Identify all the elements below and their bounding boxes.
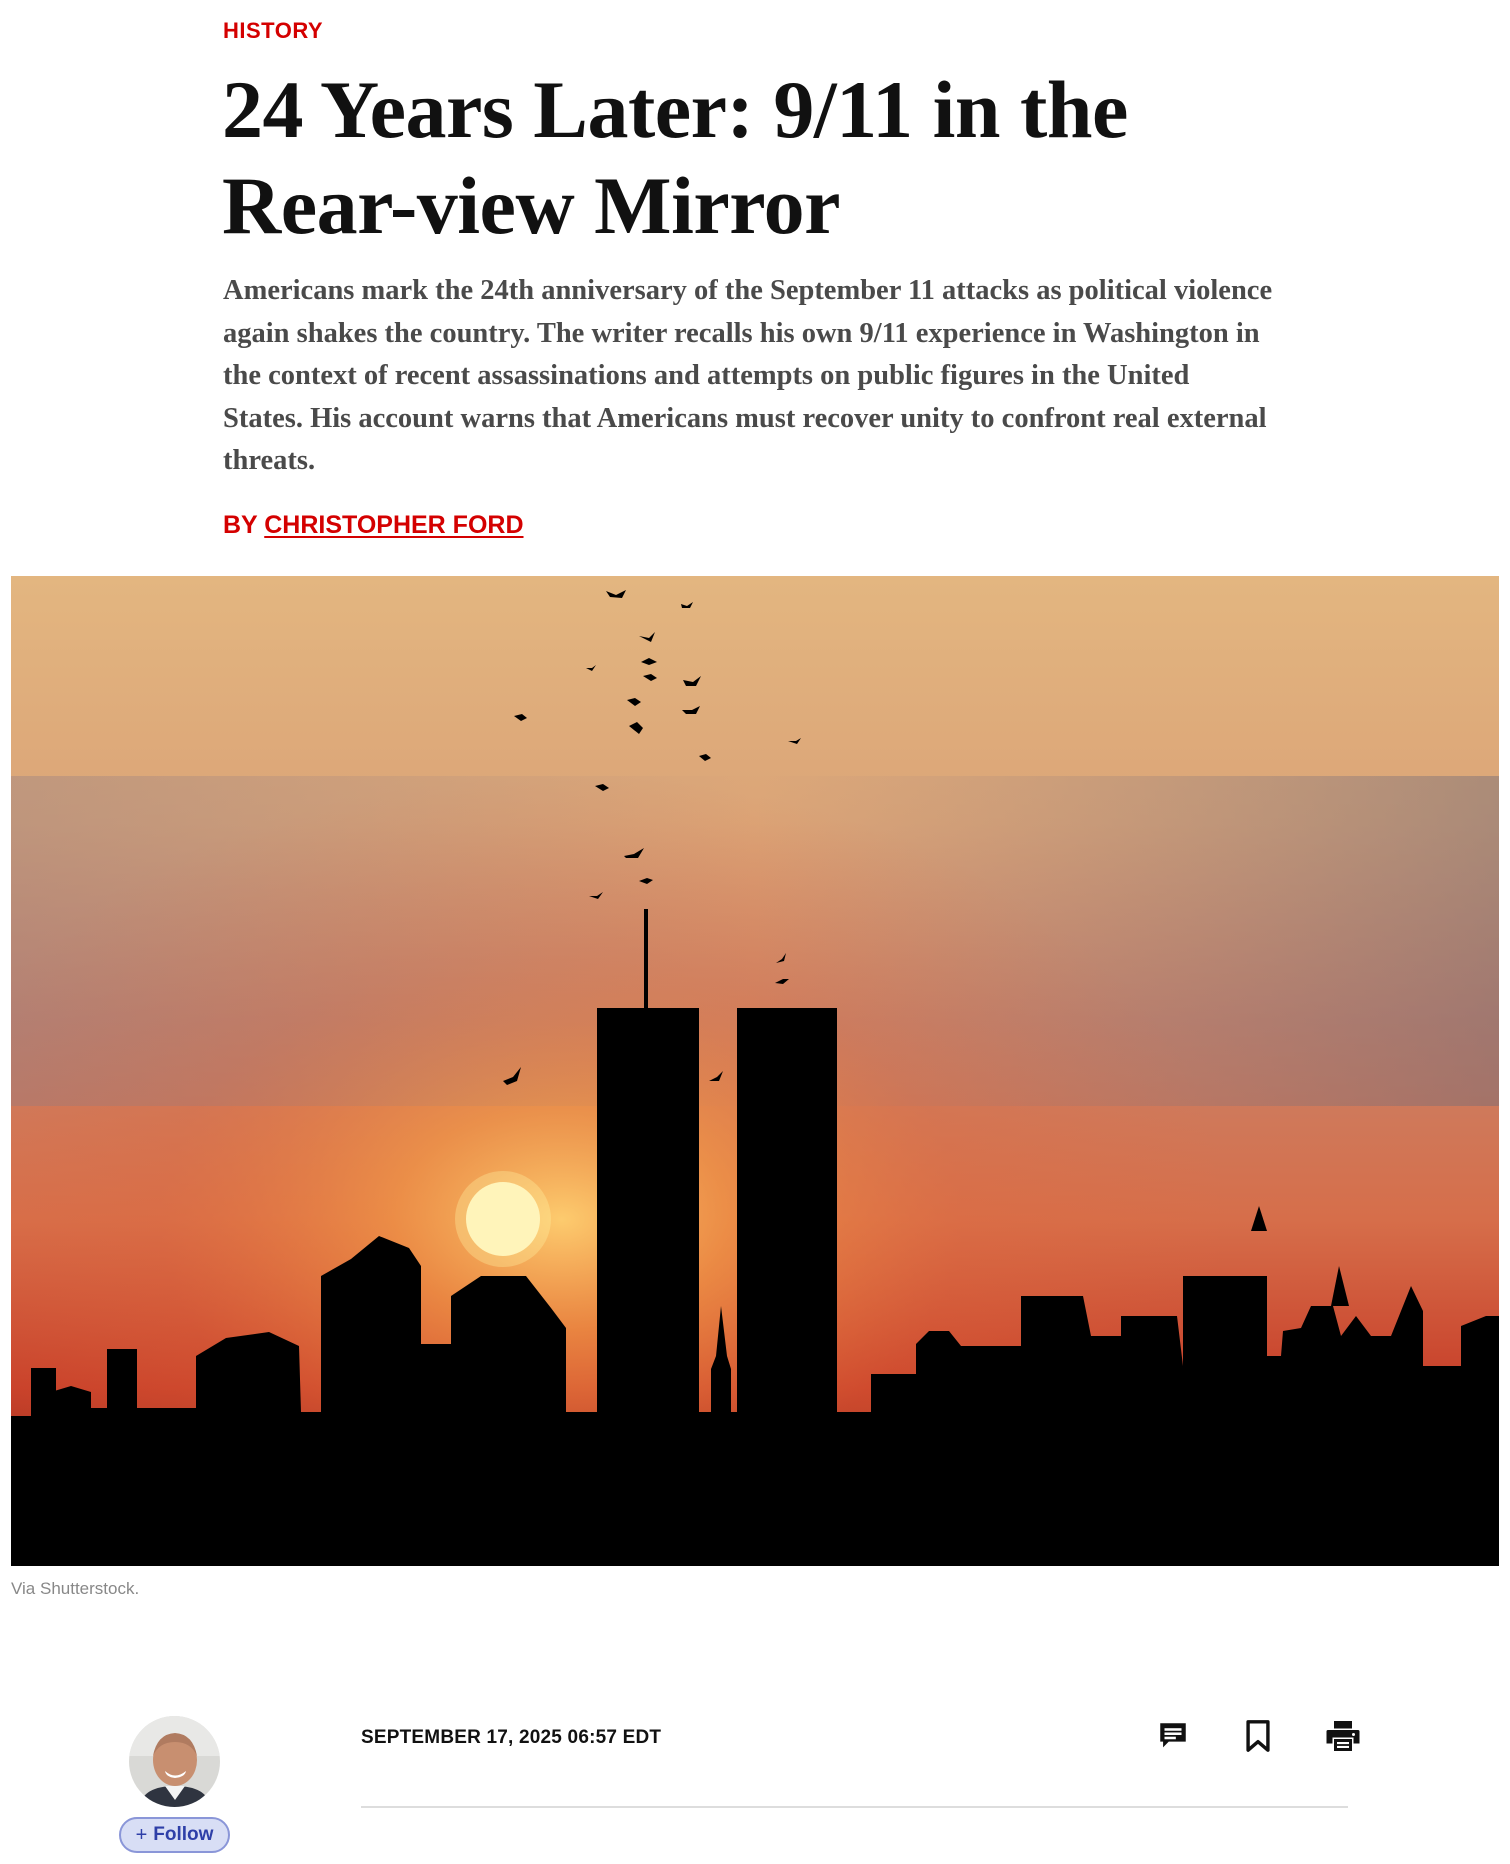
- article-headline: 24 Years Later: 9/11 in the Rear-view Mirror: [222, 64, 1128, 251]
- image-caption: Via Shutterstock.: [11, 1579, 140, 1598]
- print-icon: [1325, 1719, 1361, 1753]
- category-label[interactable]: HISTORY: [223, 18, 324, 43]
- meta-divider: [361, 1806, 1348, 1808]
- print-button[interactable]: [1323, 1716, 1363, 1756]
- follow-label: Follow: [153, 1824, 214, 1845]
- publish-date: SEPTEMBER 17, 2025 06:57 EDT: [361, 1727, 662, 1748]
- bookmark-icon: [1243, 1719, 1273, 1753]
- bookmark-button[interactable]: [1238, 1716, 1278, 1756]
- author-link[interactable]: CHRISTOPHER FORD: [264, 511, 524, 539]
- comment-button[interactable]: [1153, 1716, 1193, 1756]
- byline-prefix: BY: [223, 511, 258, 539]
- byline: [223, 511, 524, 540]
- comment-icon: [1156, 1719, 1190, 1753]
- author-avatar[interactable]: [129, 1716, 220, 1807]
- avatar-image: [129, 1716, 220, 1807]
- follow-button[interactable]: [119, 1817, 230, 1853]
- hero-image: [11, 576, 1499, 1566]
- article-dek: Americans mark the 24th anniversary of the September 11 attacks as political violence again shakes the country. The writer recalls his own 9/11 experience in Washington in the context of recent assassinations and attempts on public figures in the United States. His account warns that Americans must recover unity to confront real external threats.: [223, 275, 1273, 476]
- plus-icon: +: [135, 1823, 148, 1846]
